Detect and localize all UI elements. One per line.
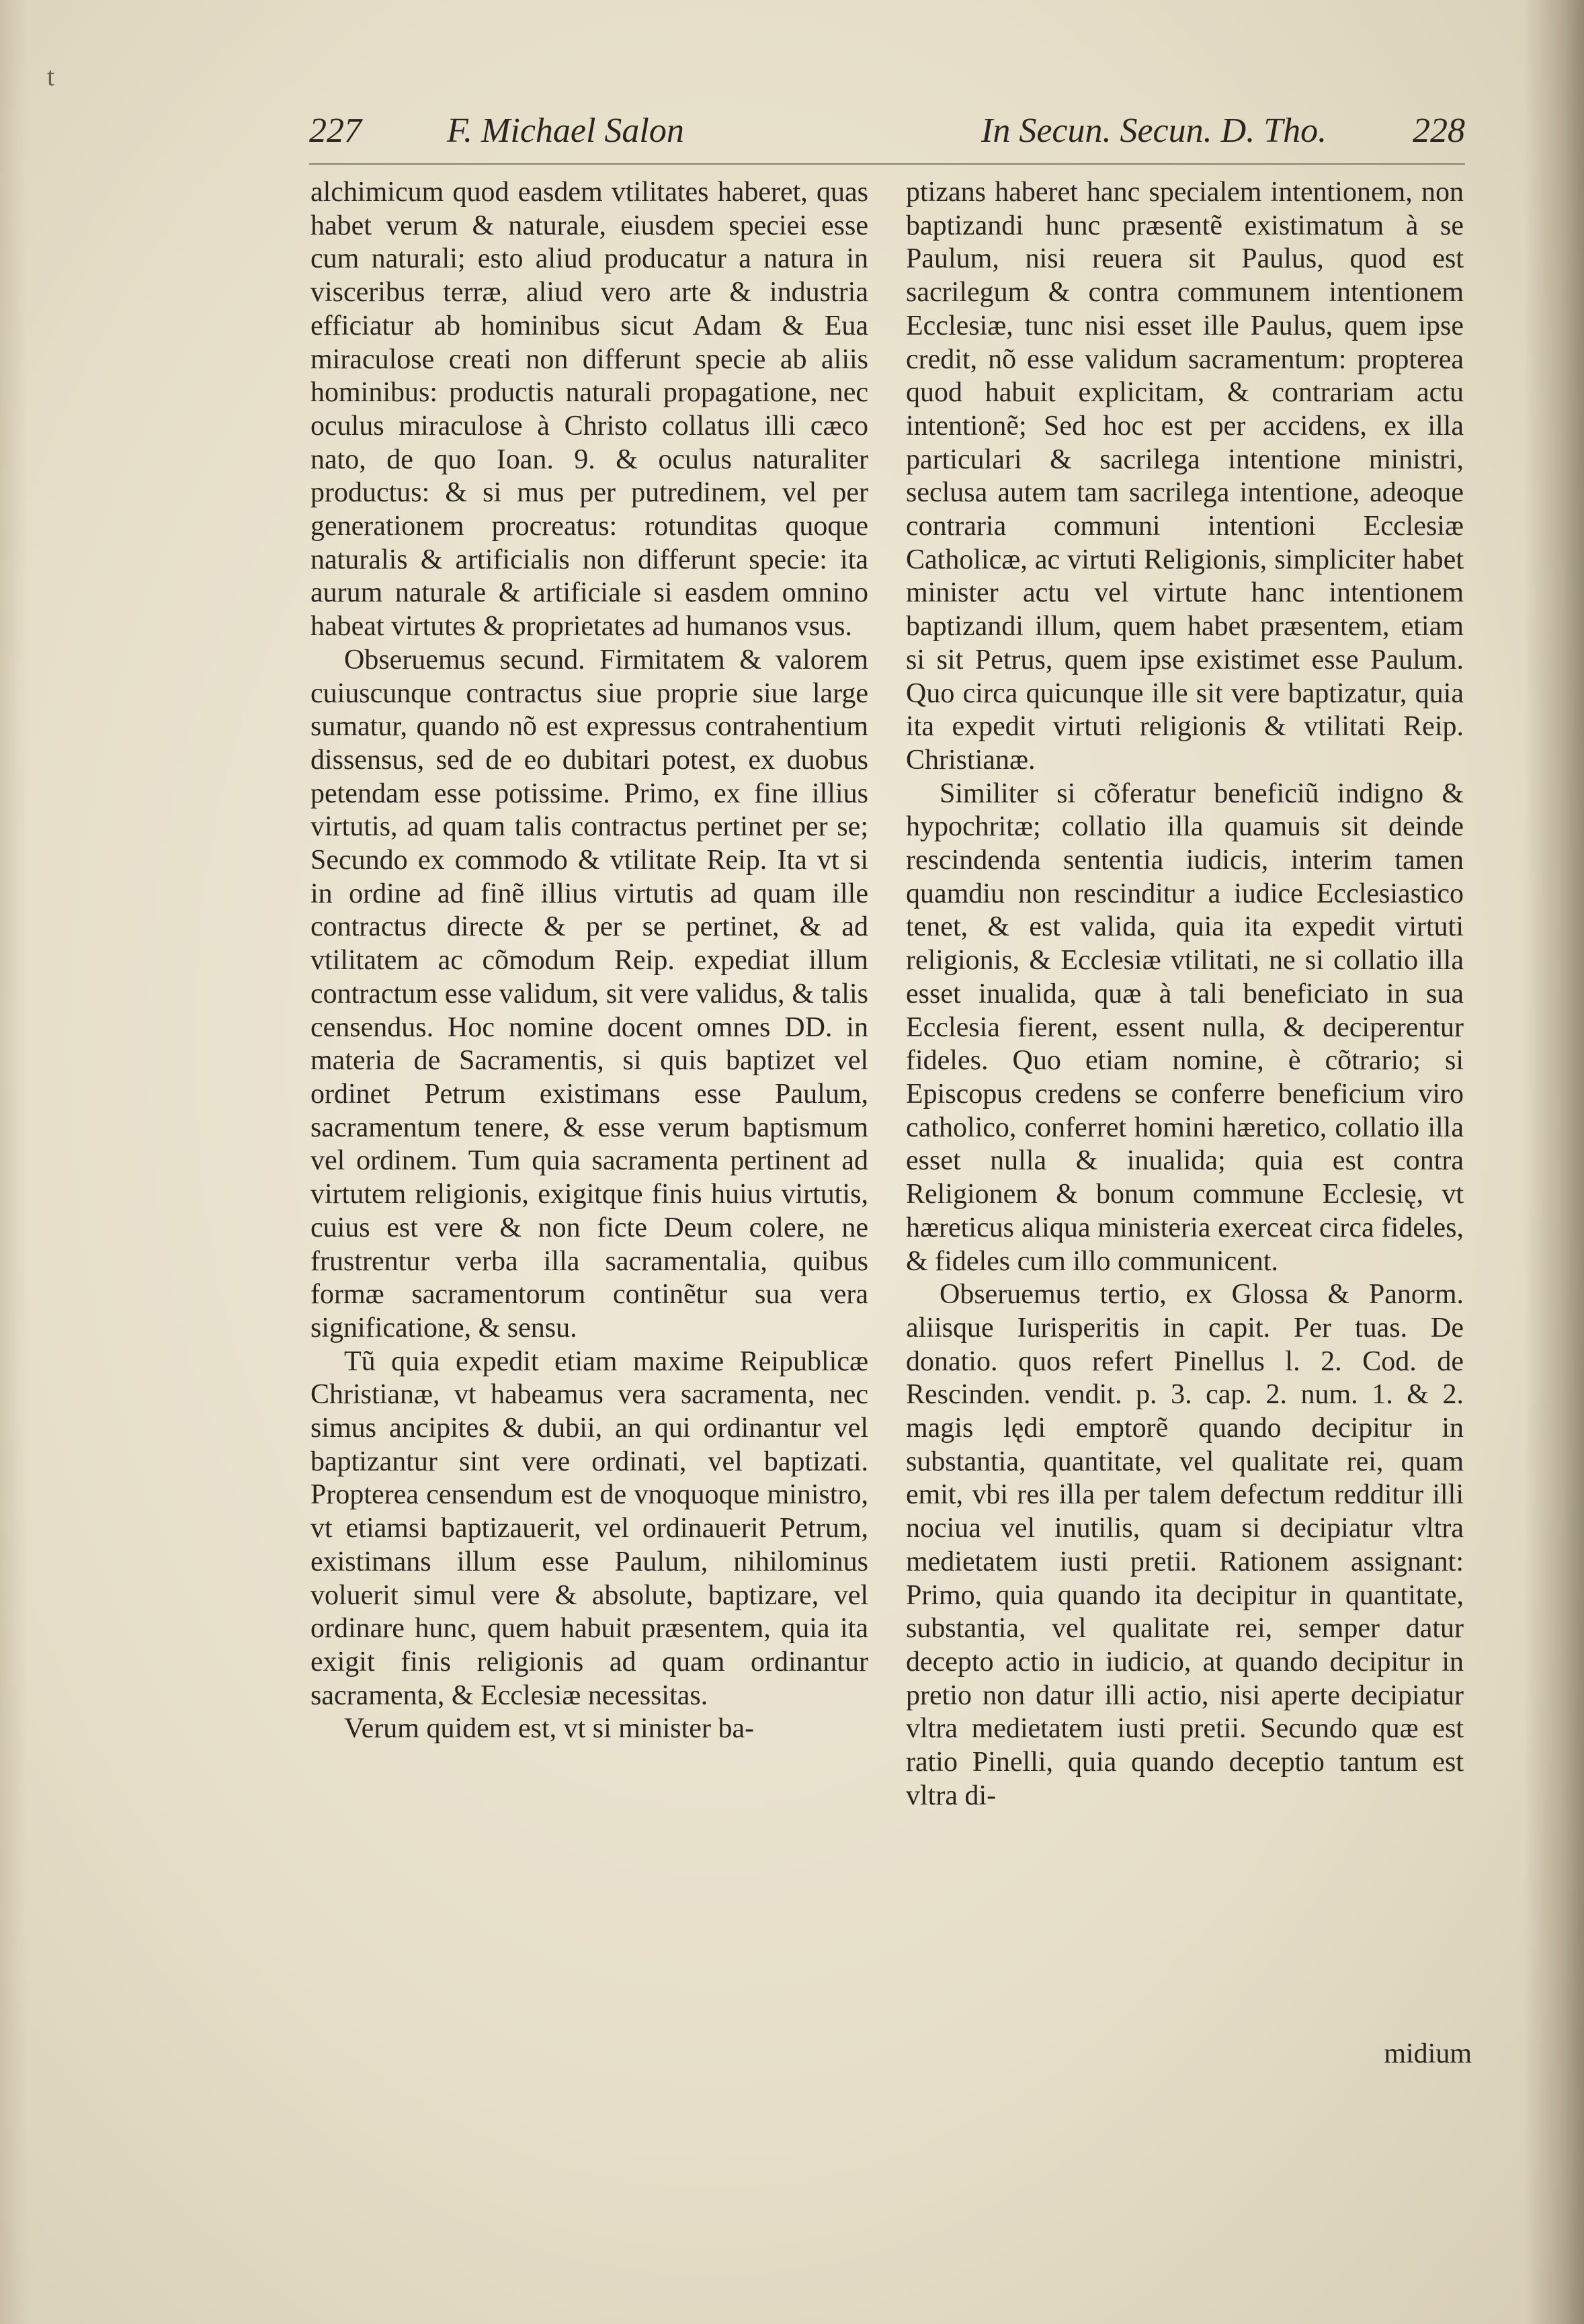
paragraph: Similiter si cõferatur beneficiũ indigno & hypochritæ; collatio illa quamuis sit deinde rescindenda sententia iudicis, interim tamen quamdiu non rescinditur a iudice Ecclesiastico tenet, & est valida, quia ita expedit virtuti religionis, & Ecclesiæ vtilitati, ne si collatio illa esset inualida, quæ à tali beneficiato in sua Ecclesia fierent, essent nulla, & deciperentur fideles. Quo etiam nomine, è cõtrario; si Episcopus credens se conferre beneficium viro catholico, conferret homini hæretico, collatio illa esset nulla & inualida; quia est contra Religionem & bonum commune Ecclesię, vt hæreticus aliqua ministeria exerceat circa fideles, & fideles cum illo communicent. bbox=[906, 778, 1464, 1277]
right-column bbox=[906, 176, 1464, 1813]
paragraph: Obseruemus secund. Firmitatem & valorem cuiuscunque contractus siue proprie siue large sumatur, quando nõ est expressus contrahentium dissensus, sed de eo dubitari potest, ex duobus petendam esse potissime. Primo, ex fine illius virtutis, ad quam talis contractus pertinet per se; Secundo ex commodo & vtilitate Reip. Ita vt si in ordine ad finẽ illius virtutis ad quam ille contractus directe & per se pertinet, & ad vtilitatem ac cõmodum Reip. expediat illum contractum esse validum, sit vere validus, & talis censendus. Hoc nomine docent omnes DD. in materia de Sacramentis, si quis baptizet vel ordinet Petrum existimans esse Paulum, sacramentum tenere, & esse verum baptismum vel ordinem. Tum quia sacramenta pertinent ad virtutem religionis, exigitque finis huius virtutis, cuius est vere & non ficte Deum colere, ne frustrentur verba illa sacramentalia, quibus formæ sacramentorum continẽtur sua vera significatione, & sensu. bbox=[310, 644, 868, 1343]
catchword: midium bbox=[1384, 2038, 1472, 2069]
paragraph: Tũ quia expedit etiam maxime Reipublicæ Christianæ, vt habeamus vera sacramenta, nec simus ancipites & dubii, an qui ordinantur vel baptizantur sint vere ordinati, vel baptizati. Propterea censendum est de vnoquoque ministro, vt etiamsi baptizauerit, vel ordinauerit Petrum, existimans illum esse Paulum, nihilominus voluerit simul vere & absolute, baptizare, vel ordinare hunc, quem habuit præsentem, quia ita exigit finis religionis ad quam ordinantur sacramenta, & Ecclesiæ necessitas. bbox=[310, 1345, 868, 1711]
paragraph: alchimicum quod easdem vtilitates haberet, quas habet verum & naturale, eiusdem speciei esse cum naturali; esto aliud producatur a natura in visceribus terræ, aliud vero arte & industria efficiatur ab hominibus sicut Adam & Eua miraculose creati non differunt specie ab aliis hominibus: productis naturali propagatione, nec oculus miraculose à Christo collatus illi cæco nato, de quo Ioan. 9. & oculus naturaliter productus: & si mus per putredinem, vel per generationem procreatus: rotunditas quoque naturalis & artificialis non differunt specie: ita aurum naturale & artificiale si easdem omnino habeat virtutes & proprietates ad humanos vsus. bbox=[310, 177, 868, 642]
running-title-right: In Secun. Secun. D. Tho. bbox=[981, 112, 1327, 150]
running-title-left: F. Michael Salon bbox=[447, 112, 684, 150]
running-header bbox=[309, 101, 1465, 161]
paragraph: ptizans haberet hanc specialem intentionem, non baptizandi hunc præsentẽ existimatum à se Paulum, nisi reuera sit Paulus, quod est sacrilegum & contra communem intentionem Ecclesiæ, tunc nisi esset ille Paulus, quem ipse credit, nõ esse validum sacramentum: propterea quod habuit explicitam, & contrariam actu intentionẽ; Sed hoc est per accidens, ex illa particulari & sacrilega intentione ministri, seclusa autem tam sacrilega intentione, adeoque contraria communi intentioni Ecclesiæ Catholicæ, ac virtuti Religionis, simpliciter habet minister actu vel virtute hanc intentionem baptizandi illum, quem habet præsentem, etiam si sit Petrus, quem ipse existimet esse Paulum. Quo circa quicunque ille sit vere baptizatur, quia ita expedit virtuti religionis & vtilitati Reip. Christianæ. bbox=[906, 177, 1464, 776]
page-edge-shadow bbox=[1524, 0, 1584, 2324]
page-number-right: 228 bbox=[1413, 112, 1465, 150]
corner-mark: t bbox=[47, 61, 55, 91]
paragraph: Verum quidem est, vt si minister ba- bbox=[344, 1713, 755, 1745]
paragraph: Obseruemus tertio, ex Glossa & Panorm. aliisque Iurisperitis in capit. Per tuas. De donatio. quos refert Pinellus l. 2. Cod. de Rescinden. vendit. p. 3. cap. 2. num. 1. & 2. magis lędi emptorẽ quando decipitur in substantia, quantitate, vel qualitate rei, quam emit, vbi res illa per talem defectum redditur illi nociua vel inutilis, quam si decipiatur vltra medietatem iusti pretii. Rationem assignant: Primo, quia quando ita decipitur in quantitate, substantia, vel qualitate rei, semper datur decepto actio in iudicio, at quando decipitur in pretio non datur illi actio, nisi aperte decipiatur vltra medietatem iusti pretii. Secundo quæ est ratio Pinelli, quia quando deceptio tantum est vltra di- bbox=[906, 1279, 1464, 1811]
page-number-left: 227 bbox=[309, 112, 362, 150]
header-rule bbox=[309, 163, 1465, 165]
page-gutter-shadow bbox=[0, 0, 27, 2324]
left-column bbox=[310, 176, 868, 1746]
